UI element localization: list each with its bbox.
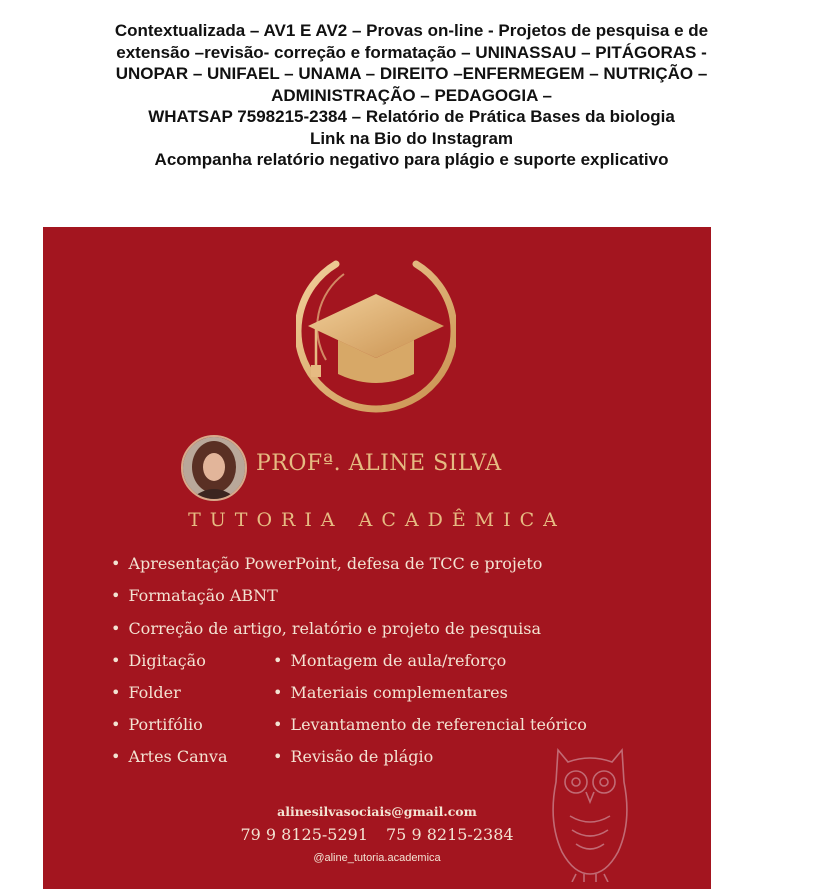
- tutoring-subtitle: TUTORIA ACADÊMICA: [188, 509, 566, 531]
- header-text-block: [0, 20, 823, 172]
- service-item: • Montagem de aula/reforço: [273, 651, 506, 670]
- graduation-cap-emblem-icon: [296, 242, 456, 422]
- header-line: ADMINISTRAÇÃO – PEDAGOGIA –: [271, 85, 552, 105]
- service-item: • Revisão de plágio: [273, 747, 433, 766]
- phone-number: 79 9 8125-5291: [240, 825, 368, 844]
- service-item: • Levantamento de referencial teórico: [273, 715, 587, 734]
- service-item: • Materiais complementares: [273, 683, 508, 702]
- header-line: WHATSAP 7598215-2384 – Relatório de Prática Bases da biologia: [148, 107, 675, 126]
- header-line: Contextualizada – AV1 E AV2 – Provas on-line - Projetos de pesquisa e de: [114, 21, 709, 40]
- instagram-handle: @aline_tutoria.academica: [313, 852, 441, 864]
- contact-email: alinesilvasociais@gmail.com: [277, 804, 477, 819]
- service-item: • Folder: [111, 683, 181, 702]
- avatar-photo: [183, 437, 245, 499]
- tutor-name: PROFª. ALINE SILVA: [256, 451, 502, 476]
- header-line: extensão –revisão- correção e formatação – UNINASSAU – PITÁGORAS -: [116, 42, 707, 62]
- service-item: • Digitação: [111, 651, 206, 670]
- avatar: [181, 435, 247, 501]
- service-item: • Artes Canva: [111, 747, 228, 766]
- header-line: Acompanha relatório negativo para plágio e suporte explicativo: [154, 150, 669, 169]
- service-item: • Correção de artigo, relatório e projeto de pesquisa: [111, 619, 541, 638]
- service-item: • Portifólio: [111, 715, 203, 734]
- phone-number: 75 9 8215-2384: [386, 825, 514, 844]
- service-item: • Formatação ABNT: [111, 586, 278, 605]
- header-line: UNOPAR – UNIFAEL – UNAMA – DIREITO –ENFERMEGEM – NUTRIÇÃO –: [115, 64, 708, 83]
- header-line: Link na Bio do Instagram: [309, 128, 514, 148]
- service-item: • Apresentação PowerPoint, defesa de TCC e projeto: [111, 554, 542, 573]
- advertisement-poster: [43, 227, 711, 889]
- contact-phones: [43, 825, 711, 844]
